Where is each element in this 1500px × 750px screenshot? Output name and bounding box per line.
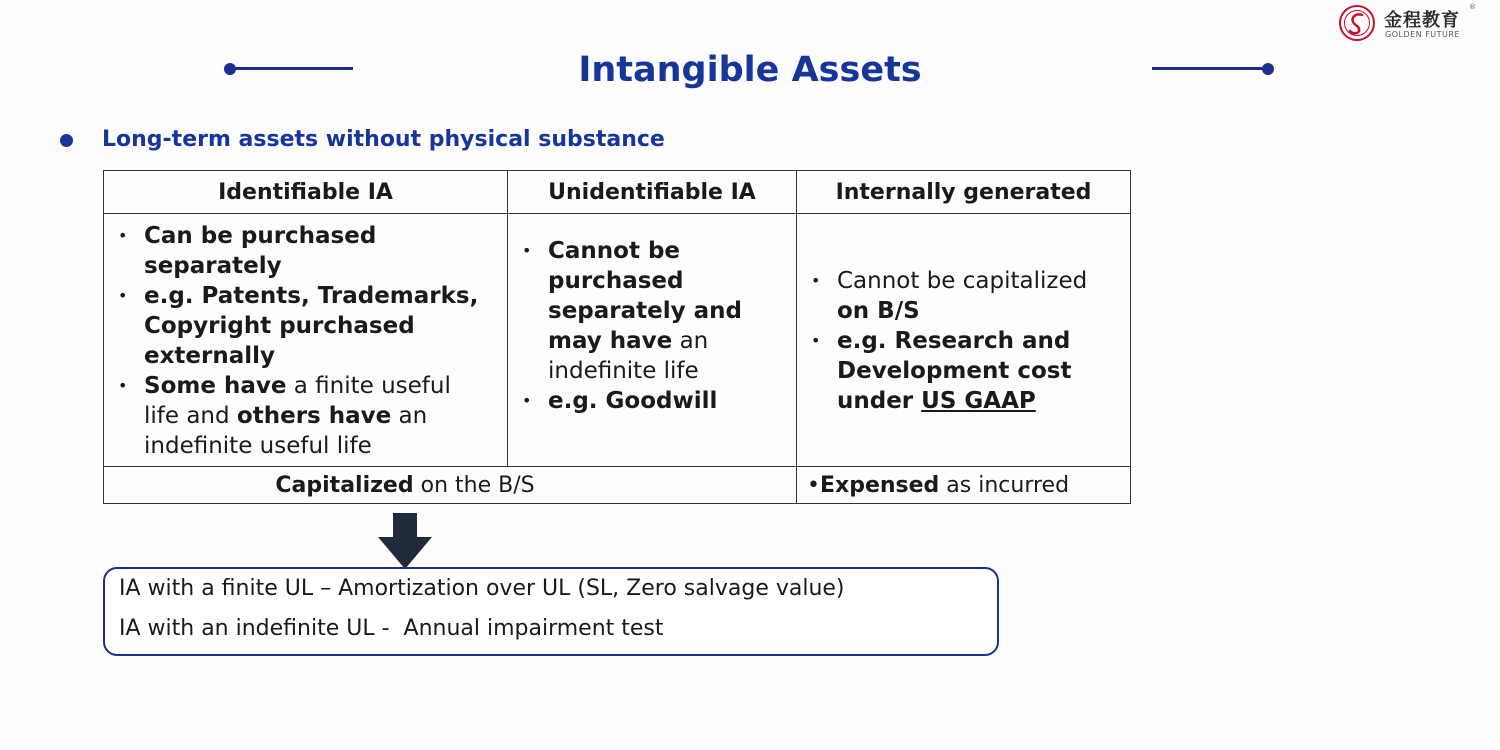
summary-line-indefinite: IA with an indefinite UL - Annual impairment test <box>119 616 664 641</box>
footer-expensed-text: as incurred <box>939 472 1070 498</box>
header-unidentifiable-text: Unidentifiable IA <box>548 179 756 205</box>
logo <box>1338 4 1478 44</box>
header-identifiable-text: Identifiable IA <box>218 179 393 205</box>
page-title: Intangible Assets <box>578 50 922 90</box>
cell-identifiable <box>103 213 508 467</box>
ia-classification-table <box>103 170 1131 504</box>
amortization-summary-box <box>103 567 999 656</box>
cell-internally-generated <box>796 213 1131 467</box>
list-item: • Cannot be capitalized on B/S <box>801 266 1123 326</box>
footer-expensed: • Expensed as incurred <box>796 466 1131 504</box>
logo-chinese-text: 金程教育 <box>1384 10 1460 31</box>
header-unidentifiable <box>507 170 797 214</box>
logo-english-text: GOLDEN FUTURE <box>1385 30 1461 39</box>
subtitle-bullet-icon <box>60 134 73 147</box>
internally-generated-list <box>801 266 1123 416</box>
identifiable-list <box>108 221 488 461</box>
footer-capitalized-text: on the B/S <box>413 472 535 498</box>
header-internally-generated <box>796 170 1131 214</box>
list-item: • Some have a finite useful life and others have an indefinite useful life <box>108 371 488 461</box>
subtitle: Long-term assets without physical substance <box>102 127 665 152</box>
arrow-down-icon <box>376 513 434 571</box>
list-item: • e.g. Patents, Trademarks, Copyright purchased externally <box>108 281 488 371</box>
logo-registered-mark: ® <box>1469 3 1476 11</box>
logo-seal-icon <box>1338 4 1376 42</box>
list-item: • Cannot be purchased separately and may have an indefinite life <box>512 236 782 386</box>
footer-expensed-bold: Expensed <box>819 472 940 498</box>
header-internally-generated-text: Internally generated <box>835 179 1092 205</box>
header-identifiable <box>103 170 508 214</box>
unidentifiable-list <box>512 236 782 416</box>
list-item: • Can be purchased separately <box>108 221 488 281</box>
summary-line-finite: IA with a finite UL – Amortization over UL (SL, Zero salvage value) <box>119 576 845 601</box>
footer-capitalized <box>103 466 797 504</box>
list-item: • e.g. Research and Development cost under US GAAP <box>801 326 1123 416</box>
list-item: • e.g. Goodwill <box>512 386 782 416</box>
cell-unidentifiable <box>507 213 797 467</box>
footer-capitalized-bold: Capitalized <box>275 472 414 498</box>
